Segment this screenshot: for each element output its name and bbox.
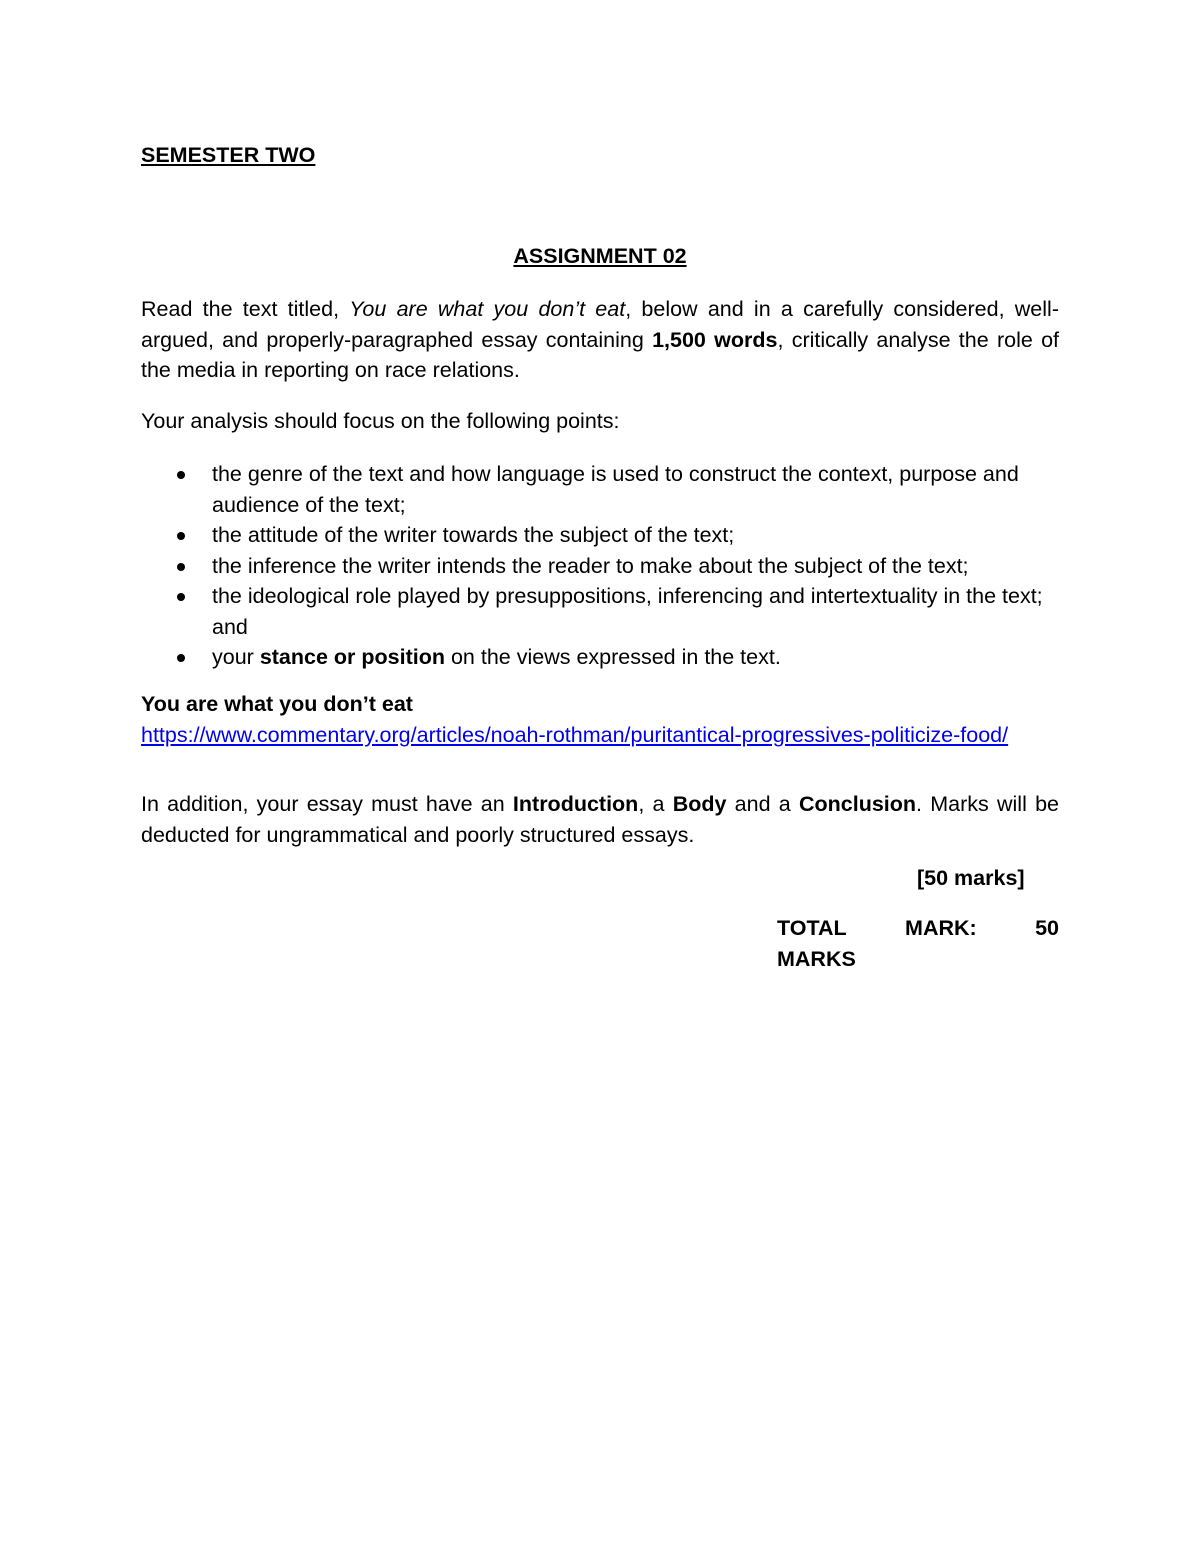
mark-word: MARK:: [905, 916, 977, 940]
bullet-text: the attitude of the writer towards the subject of the text;: [212, 523, 735, 547]
focus-intro: Your analysis should focus on the following points:: [141, 409, 620, 433]
last-bullet-text-2: on the views expressed in the text.: [444, 645, 781, 669]
list-item: [141, 642, 1059, 673]
total-word: TOTAL: [777, 916, 847, 940]
last-bullet-bold: stance or position: [259, 645, 445, 669]
intro-title-italic: You are what you don’t eat: [349, 297, 626, 321]
bullet-icon: [177, 532, 185, 540]
intro-word-count: 1,500 words: [652, 327, 778, 352]
addition-text-2: , a: [638, 792, 673, 816]
list-item: [141, 520, 1059, 551]
addition-text-3: and a: [726, 792, 799, 816]
source-block: [141, 689, 1059, 750]
focus-points-list: [141, 459, 1059, 673]
source-link[interactable]: https://www.commentary.org/articles/noah-rothman/puritantical-progressives-politicize-food/: [141, 722, 1009, 747]
bullet-icon: [177, 471, 185, 479]
addition-text-1: In addition, your essay must have an: [141, 792, 513, 816]
assignment-heading: ASSIGNMENT 02: [513, 244, 687, 268]
marks-label: [50 marks]: [917, 866, 1025, 890]
bullet-icon: [177, 654, 185, 662]
total-mark: [777, 913, 1059, 974]
addition-introduction: Introduction: [512, 792, 639, 816]
intro-text-3: , critically analyse the role of the media in reporting on race relations.: [141, 327, 1059, 382]
bullet-text: the genre of the text and how language is used to construct the context, purpose and audience of the text;: [212, 462, 1019, 517]
list-item: [141, 459, 1059, 520]
intro-text-2: , below and in a carefully considered, well-argued, and properly-paragraphed essay containing: [141, 297, 1059, 352]
addition-body: Body: [672, 792, 727, 816]
list-item: [141, 581, 1059, 642]
intro-text-1: Read the text titled,: [141, 297, 350, 321]
addition-paragraph: [141, 789, 1059, 850]
semester-heading: SEMESTER TWO: [141, 143, 316, 167]
bullet-icon: [177, 563, 185, 571]
bullet-text: the ideological role played by presuppositions, inferencing and intertextuality in the text; and: [212, 584, 1043, 639]
total-value: 50: [1035, 916, 1059, 940]
list-item: [141, 551, 1059, 582]
intro-paragraph: [141, 294, 1059, 386]
source-title: You are what you don’t eat: [141, 692, 413, 716]
bullet-text: the inference the writer intends the reader to make about the subject of the text;: [212, 553, 969, 578]
marks-word: MARKS: [777, 946, 856, 971]
addition-conclusion: Conclusion: [798, 792, 917, 816]
bullet-icon: [177, 593, 185, 601]
last-bullet-text-1: your: [212, 645, 260, 669]
addition-text-4: . Marks will be deducted for ungrammatical and poorly structured essays.: [141, 792, 1059, 847]
